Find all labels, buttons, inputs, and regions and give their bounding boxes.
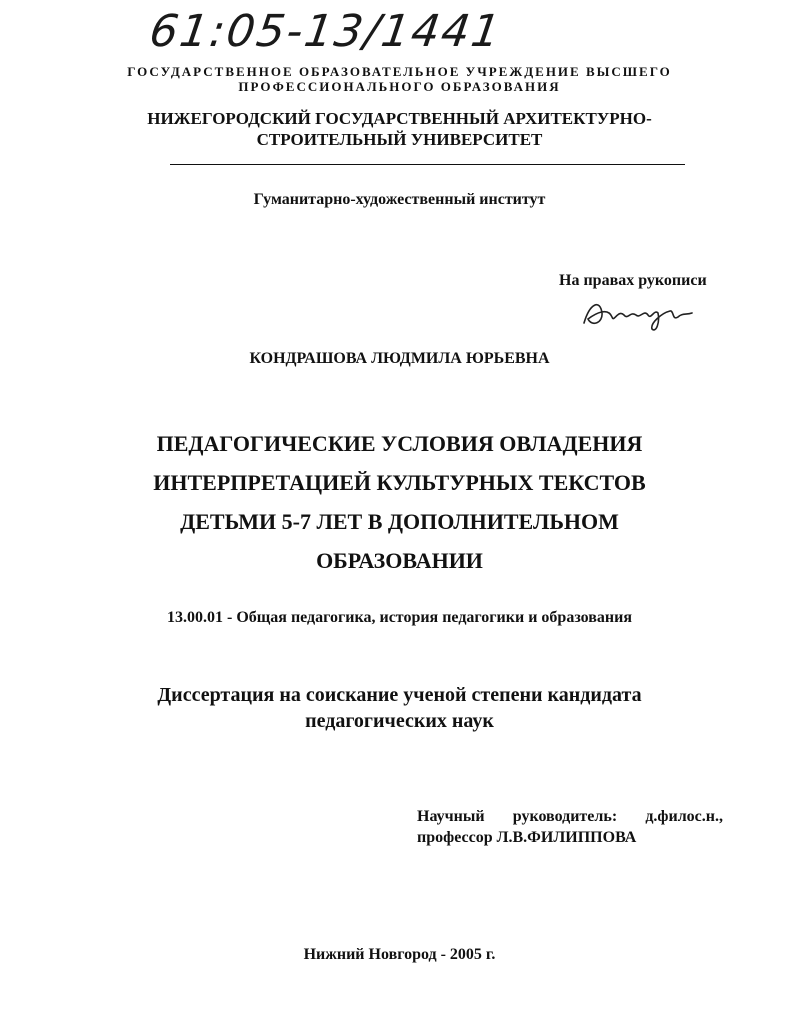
institution-type <box>0 64 799 94</box>
author-name: КОНДРАШОВА ЛЮДМИЛА ЮРЬЕВНА <box>249 350 550 367</box>
title-line-1: ПЕДАГОГИЧЕСКИЕ УСЛОВИЯ ОВЛАДЕНИЯ <box>156 431 643 456</box>
university-line-2: СТРОИТЕЛЬНЫЙ УНИВЕРСИТЕТ <box>256 130 543 149</box>
supervisor-line-1: Научный руководитель: д.филос.н., <box>417 808 723 825</box>
institution-line-1: ГОСУДАРСТВЕННОЕ ОБРАЗОВАТЕЛЬНОЕ УЧРЕЖДЕНИЕ ВЫСШЕГО <box>127 64 672 79</box>
header-divider <box>170 164 685 165</box>
dissertation-title <box>0 424 799 580</box>
university-name <box>0 108 799 150</box>
institute-name: Гуманитарно-художественный институт <box>253 191 546 208</box>
place-and-year: Нижний Новгород - 2005 г. <box>303 946 496 963</box>
specialty-code: 13.00.01 - Общая педагогика, история педагогики и образования <box>167 609 632 626</box>
degree-line-2: педагогических наук <box>305 710 494 732</box>
archive-number-handwritten: 61:05-13/1441 <box>146 6 506 57</box>
title-line-4: ОБРАЗОВАНИИ <box>316 548 483 573</box>
rights-note: На правах рукописи <box>559 272 707 289</box>
degree-line-1: Диссертация на соискание ученой степени кандидата <box>157 684 642 706</box>
university-line-1: НИЖЕГОРОДСКИЙ ГОСУДАРСТВЕННЫЙ АРХИТЕКТУРНО- <box>147 109 652 128</box>
signature-icon <box>578 293 698 335</box>
title-line-3: ДЕТЬМИ 5-7 ЛЕТ В ДОПОЛНИТЕЛЬНОМ <box>180 509 619 534</box>
dissertation-degree <box>0 682 799 734</box>
title-line-2: ИНТЕРПРЕТАЦИЕЙ КУЛЬТУРНЫХ ТЕКСТОВ <box>153 470 646 495</box>
institution-line-2: ПРОФЕССИОНАЛЬНОГО ОБРАЗОВАНИЯ <box>238 79 561 94</box>
supervisor-line-2: профессор Л.В.ФИЛИППОВА <box>417 829 637 846</box>
